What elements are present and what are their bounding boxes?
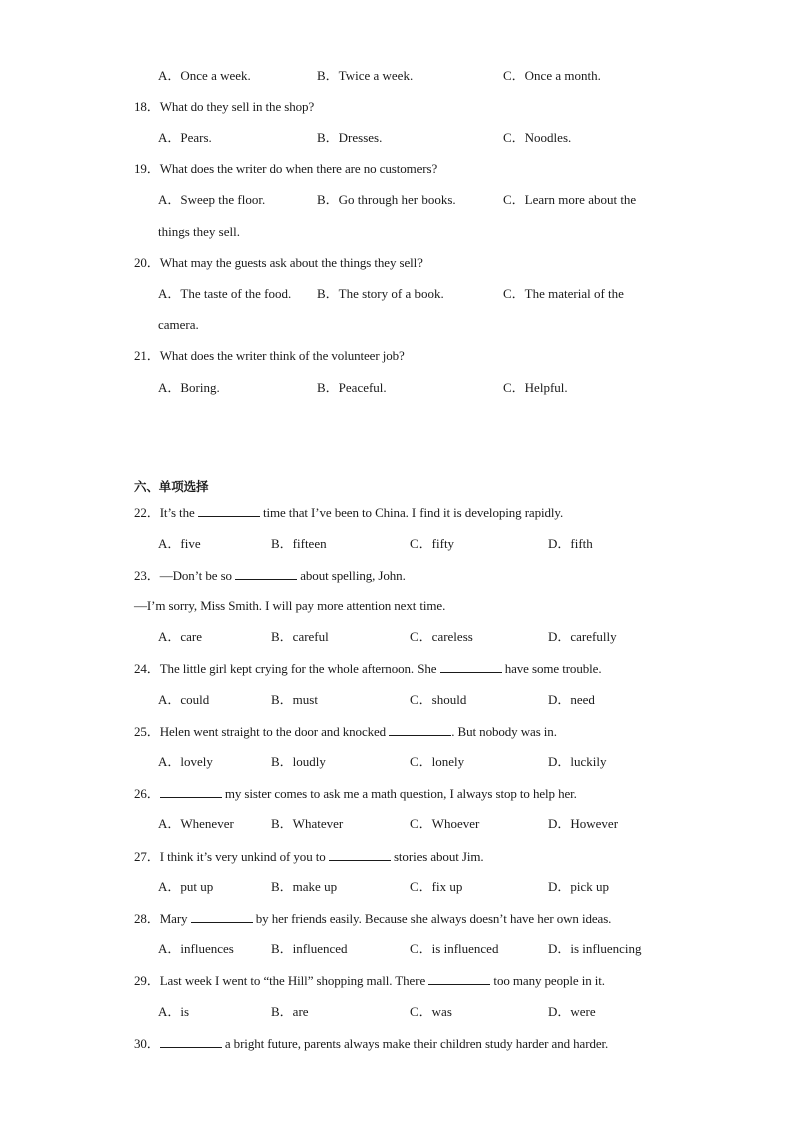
q19-option-c-wrap: things they sell. xyxy=(158,224,240,239)
q20-option-a: A．The taste of the food. xyxy=(158,286,292,301)
q19-option-a: A．Sweep the floor. xyxy=(158,192,266,207)
q25-option-c: C．lonely xyxy=(410,754,465,769)
section-heading: 六、单项选择 xyxy=(134,479,209,494)
q19-stem: 19．What does the writer do when there are no customers? xyxy=(134,161,438,176)
q24-option-a: A．could xyxy=(158,692,210,707)
q24-option-c: C．should xyxy=(410,692,467,707)
answer-blank xyxy=(329,848,391,861)
q27-option-b: B．make up xyxy=(271,879,338,894)
q18-option-b: B．Dresses. xyxy=(317,130,383,145)
q18-stem: 18．What do they sell in the shop? xyxy=(134,99,315,114)
q26-option-d: D．However xyxy=(548,816,619,831)
q28-stem: 28．Mary by her friends easily. Because she always doesn’t have her own ideas. xyxy=(134,911,612,926)
q26-option-b: B．Whatever xyxy=(271,816,344,831)
q19-option-c: C．Learn more about the xyxy=(503,192,637,207)
q22-option-c: C．fifty xyxy=(410,536,455,551)
q22-option-b: B．fifteen xyxy=(271,536,327,551)
q23-option-d: D．carefully xyxy=(548,629,617,644)
q22-option-a: A．five xyxy=(158,536,201,551)
q28-option-d: D．is influencing xyxy=(548,941,642,956)
q28-option-b: B．influenced xyxy=(271,941,348,956)
q24-option-d: D．need xyxy=(548,692,595,707)
q25-stem: 25．Helen went straight to the door and knocked . But nobody was in. xyxy=(134,724,557,739)
q28-option-c: C．is influenced xyxy=(410,941,499,956)
q26-stem: 26． my sister comes to ask me a math question, I always stop to help her. xyxy=(134,786,577,801)
answer-blank xyxy=(160,1035,222,1048)
q21-stem: 21．What does the writer think of the volunteer job? xyxy=(134,348,405,363)
q18-option-c: C．Noodles. xyxy=(503,130,572,145)
q24-option-b: B．must xyxy=(271,692,318,707)
q25-option-b: B．loudly xyxy=(271,754,326,769)
q20-option-b: B．The story of a book. xyxy=(317,286,444,301)
q27-option-c: C．fix up xyxy=(410,879,463,894)
answer-blank xyxy=(198,504,260,517)
q30-stem: 30． a bright future, parents always make their children study harder and harder. xyxy=(134,1036,609,1051)
answer-blank xyxy=(160,785,222,798)
answer-blank xyxy=(235,567,297,580)
q26-option-c: C．Whoever xyxy=(410,816,480,831)
q21-option-c: C．Helpful. xyxy=(503,380,568,395)
q27-option-a: A．put up xyxy=(158,879,214,894)
q19-option-b: B．Go through her books. xyxy=(317,192,456,207)
q29-stem: 29．Last week I went to “the Hill” shopping mall. There too many people in it. xyxy=(134,973,605,988)
q23-reply: —I’m sorry, Miss Smith. I will pay more attention next time. xyxy=(134,598,446,613)
q21-option-a: A．Boring. xyxy=(158,380,220,395)
q17-option-a: A．Once a week. xyxy=(158,68,251,83)
q20-option-c-wrap: camera. xyxy=(158,317,199,332)
q25-option-d: D．luckily xyxy=(548,754,607,769)
q29-option-a: A．is xyxy=(158,1004,190,1019)
q17-option-b: B．Twice a week. xyxy=(317,68,414,83)
q24-stem: 24．The little girl kept crying for the whole afternoon. She have some trouble. xyxy=(134,661,602,676)
q20-stem: 20．What may the guests ask about the things they sell? xyxy=(134,255,423,270)
answer-blank xyxy=(191,910,253,923)
q27-option-d: D．pick up xyxy=(548,879,610,894)
answer-blank xyxy=(440,660,502,673)
q20-option-c: C．The material of the xyxy=(503,286,624,301)
q29-option-c: C．was xyxy=(410,1004,452,1019)
q21-option-b: B．Peaceful. xyxy=(317,380,387,395)
q23-stem: 23．—Don’t be so about spelling, John. xyxy=(134,568,406,583)
q23-option-c: C．careless xyxy=(410,629,473,644)
q29-option-d: D．were xyxy=(548,1004,596,1019)
answer-blank xyxy=(428,972,490,985)
q28-option-a: A．influences xyxy=(158,941,234,956)
q18-option-a: A．Pears. xyxy=(158,130,212,145)
q22-stem: 22．It’s the time that I’ve been to China. I find it is developing rapidly. xyxy=(134,505,564,520)
q26-option-a: A．Whenever xyxy=(158,816,234,831)
q27-stem: 27．I think it’s very unkind of you to stories about Jim. xyxy=(134,849,484,864)
q23-option-a: A．care xyxy=(158,629,203,644)
q22-option-d: D．fifth xyxy=(548,536,593,551)
q23-option-b: B．careful xyxy=(271,629,329,644)
answer-blank xyxy=(389,723,451,736)
q29-option-b: B．are xyxy=(271,1004,309,1019)
q17-option-c: C．Once a month. xyxy=(503,68,601,83)
q25-option-a: A．lovely xyxy=(158,754,213,769)
